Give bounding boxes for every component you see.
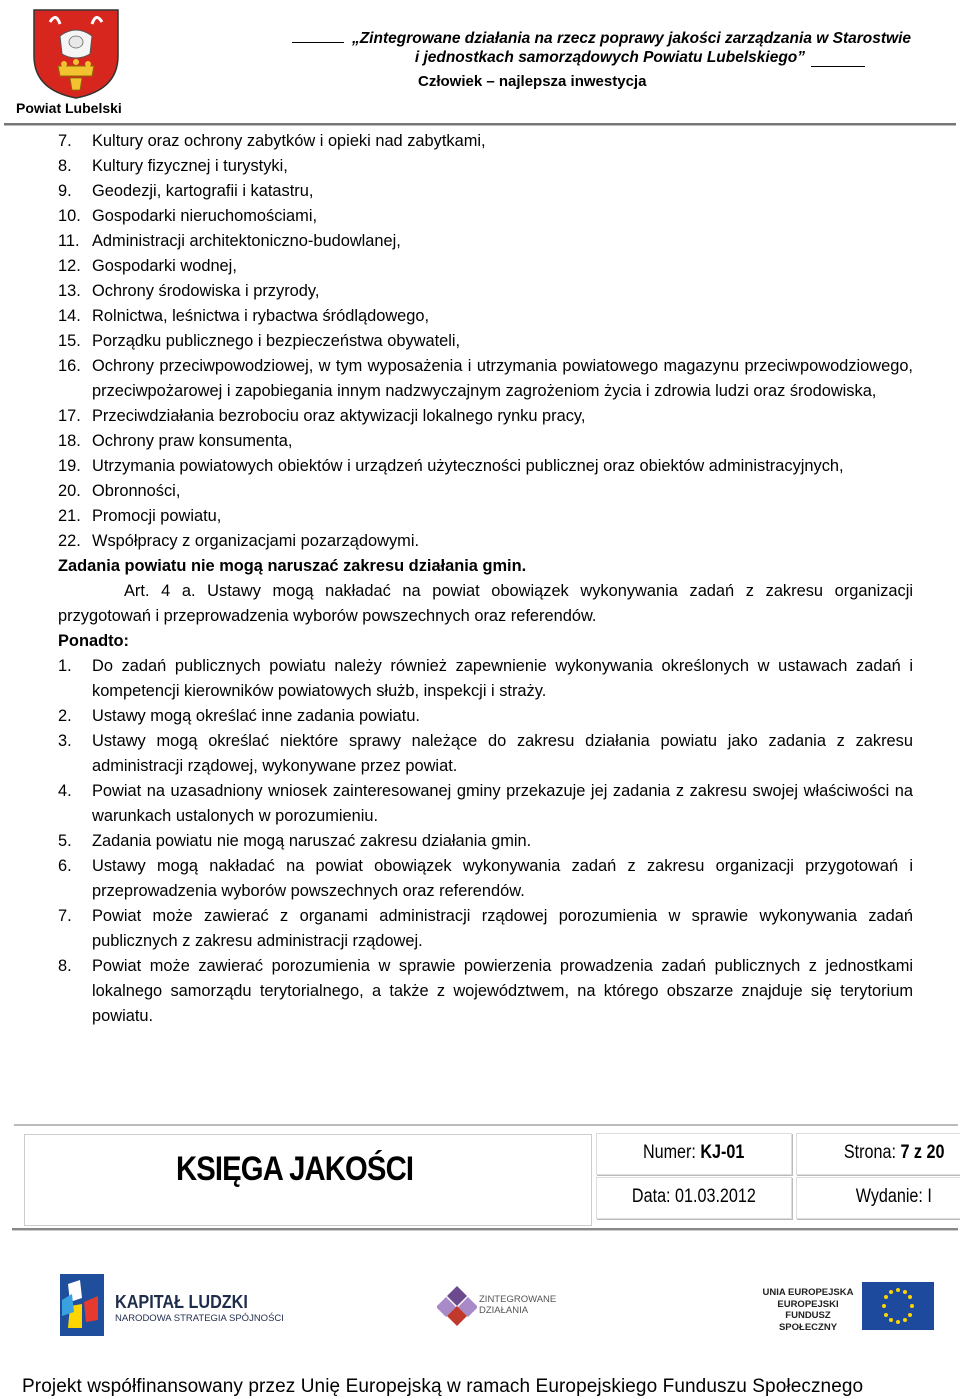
list-item — [58, 354, 913, 404]
list-item — [58, 329, 913, 354]
wydanie-cell — [796, 1177, 960, 1219]
item-number: 15. — [58, 332, 81, 350]
zintegrowane-dzialania-logo-icon — [437, 1284, 477, 1326]
list-item — [58, 854, 913, 904]
item-text: Gospodarki wodnej, — [92, 257, 237, 275]
list-item — [58, 729, 913, 779]
item-number: 7. — [58, 132, 72, 150]
item-number: 9. — [58, 182, 72, 200]
project-title-line1: „Zintegrowane działania na rzecz poprawy jakości zarządzania w Starostwie — [351, 30, 911, 47]
item-number: 8. — [58, 157, 72, 175]
slogan: Człowiek – najlepsza inwestycja — [418, 73, 647, 90]
item-text: Zadania powiatu nie mogą naruszać zakresu działania gmin. — [92, 832, 532, 850]
list-item — [58, 179, 913, 204]
crest-label: Powiat Lubelski — [16, 100, 122, 116]
item-text: Ochrony środowiska i przyrody, — [92, 282, 320, 300]
list-item — [58, 204, 913, 229]
data-label: Data: — [632, 1186, 671, 1207]
numer-value: KJ-01 — [700, 1142, 745, 1163]
item-number: 5. — [58, 832, 72, 850]
strona-cell — [796, 1133, 960, 1175]
header-divider — [4, 123, 956, 125]
data-value: 01.03.2012 — [675, 1186, 756, 1207]
task-list-a — [58, 129, 913, 554]
list-item — [58, 904, 913, 954]
numer-cell — [596, 1133, 792, 1175]
ponadto-label: Ponadto: — [58, 632, 130, 650]
kapital-ludzki-title: KAPITAŁ LUDZKI — [115, 1292, 248, 1312]
item-number: 17. — [58, 407, 81, 425]
list-item — [58, 154, 913, 179]
quality-book-title: KSIĘGA JAKOŚCI — [176, 1150, 414, 1188]
item-number: 8. — [58, 957, 72, 975]
item-text: Promocji powiatu, — [92, 507, 222, 525]
item-text: Powiat może zawierać porozumienia w sprawie powierzenia prowadzenia zadań publicznych z jednostkami lokalnego samorządu terytorialnego, a także z województwem, na którego obszarze znajduje się terytorium powiatu. — [92, 957, 913, 1025]
item-text: Obronności, — [92, 482, 181, 500]
item-text: Powiat może zawierać z organami administracji rządowej porozumienia w sprawie wykonywania zadań publicznych z zakresu administracji rządowej. — [92, 907, 913, 950]
list-item — [58, 429, 913, 454]
ue-line1: UNIA EUROPEJSKA — [762, 1287, 854, 1298]
wydanie-label: Wydanie: — [855, 1186, 924, 1207]
list-item — [58, 454, 913, 479]
item-number: 14. — [58, 307, 81, 325]
item-number: 21. — [58, 507, 81, 525]
item-text: Gospodarki nieruchomościami, — [92, 207, 318, 225]
wydanie-value: I — [927, 1186, 933, 1207]
item-text: Kultury fizycznej i turystyki, — [92, 157, 288, 175]
list-item — [58, 404, 913, 429]
item-text: Kultury oraz ochrony zabytków i opieki nad zabytkami, — [92, 132, 486, 150]
item-number: 16. — [58, 357, 81, 375]
item-number: 3. — [58, 732, 72, 750]
list-item — [58, 229, 913, 254]
item-number: 20. — [58, 482, 81, 500]
list-item — [58, 779, 913, 829]
kapital-ludzki-subtitle: NARODOWA STRATEGIA SPÓJNOŚCI — [115, 1313, 284, 1324]
item-text: Ustawy mogą nakładać na powiat obowiązek wykonywania zadań z zakresu organizacji przygotowań i przeprowadzenia wyborów powszechnych oraz referendów. — [92, 857, 913, 900]
project-title-line2: i jednostkach samorządowych Powiatu Lubelskiego” — [414, 49, 805, 66]
page-header — [0, 0, 960, 126]
item-text: Administracji architektoniczno-budowlanej, — [92, 232, 401, 250]
item-text: Porządku publicznego i bezpieczeństwa obywateli, — [92, 332, 461, 350]
ue-line3: FUNDUSZ SPOŁECZNY — [778, 1310, 838, 1333]
item-number: 19. — [58, 457, 81, 475]
ue-line2: EUROPEJSKI — [777, 1298, 839, 1310]
document-body — [58, 129, 913, 1029]
project-title — [195, 29, 911, 67]
ue-text — [757, 1287, 859, 1333]
list-item — [58, 129, 913, 154]
item-text: Współpracy z organizacjami pozarządowymi. — [92, 532, 420, 550]
item-number: 6. — [58, 857, 72, 875]
list-item — [58, 504, 913, 529]
item-text: Przeciwdziałania bezrobociu oraz aktywizacji lokalnego rynku pracy, — [92, 407, 586, 425]
item-number: 2. — [58, 707, 72, 725]
zintegrowane-line2: DZIAŁANIA — [479, 1305, 529, 1316]
item-text: Ustawy mogą określać inne zadania powiatu. — [92, 707, 420, 725]
article-paragraph: Art. 4 a. Ustawy mogą nakładać na powiat obowiązek wykonywania zadań z zakresu organizacji przygotowań i przeprowadzenia wyborów powszechnych oraz referendów. — [58, 582, 913, 625]
list-item — [58, 304, 913, 329]
item-number: 18. — [58, 432, 81, 450]
item-number: 22. — [58, 532, 81, 550]
cofinancing-note: Projekt współfinansowany przez Unię Europejską w ramach Europejskiego Funduszu Społecznego — [22, 1376, 864, 1397]
numer-label: Numer: — [643, 1142, 697, 1163]
list-item — [58, 479, 913, 504]
item-number: 13. — [58, 282, 81, 300]
list-item — [58, 654, 913, 704]
item-number: 10. — [58, 207, 81, 225]
powiat-crest-logo — [30, 4, 122, 100]
zintegrowane-dzialania-text — [479, 1294, 556, 1316]
item-text: Ochrony przeciwpowodziowej, w tym wyposażenia i utrzymania powiatowego magazynu przeciwpowodziowego, przeciwpożarowej i zapobiegania innym nadzwyczajnym zagrożeniom życia i zdrowia ludzi oraz środowiska, — [92, 357, 913, 400]
list-item — [58, 279, 913, 304]
list-item — [58, 529, 913, 554]
kapital-ludzki-logo-icon — [58, 1272, 108, 1338]
zintegrowane-line1: ZINTEGROWANE — [479, 1294, 557, 1305]
item-text: Do zadań publicznych powiatu należy również zapewnienie wykonywania określonych w ustawach zadań i kompetencji kierowników powiatowych służb, inspekcji i straży. — [92, 657, 913, 700]
item-text: Ustawy mogą określać niektóre sprawy należące do zakresu działania powiatu jako zadania z zakresu administracji rządowej, wykonywane przez powiat. — [92, 732, 913, 775]
item-text: Geodezji, kartografii i katastru, — [92, 182, 314, 200]
item-text: Utrzymania powiatowych obiektów i urządzeń użyteczności publicznej oraz obiektów administracyjnych, — [92, 457, 844, 475]
item-number: 11. — [58, 232, 80, 250]
data-cell — [596, 1177, 792, 1219]
task-list-b — [58, 654, 913, 1029]
eu-flag-icon — [862, 1282, 934, 1330]
list-item — [58, 704, 913, 729]
list-item — [58, 954, 913, 1029]
list-item — [58, 254, 913, 279]
item-number: 7. — [58, 907, 72, 925]
strona-label: Strona: — [843, 1142, 896, 1163]
item-text: Ochrony praw konsumenta, — [92, 432, 293, 450]
item-number: 1. — [58, 657, 72, 675]
item-text: Powiat na uzasadniony wniosek zainteresowanej gminy przekazuje jej zadania z zakresu swojej właściwości na warunkach ustalonych w porozumieniu. — [92, 782, 913, 825]
item-number: 12. — [58, 257, 81, 275]
list-item — [58, 829, 913, 854]
item-text: Rolnictwa, leśnictwa i rybactwa śródlądowego, — [92, 307, 430, 325]
item-number: 4. — [58, 782, 72, 800]
strona-value: 7 z 20 — [900, 1142, 945, 1163]
bold-statement: Zadania powiatu nie mogą naruszać zakresu działania gmin. — [58, 557, 527, 575]
quality-box-divider — [12, 1228, 958, 1230]
